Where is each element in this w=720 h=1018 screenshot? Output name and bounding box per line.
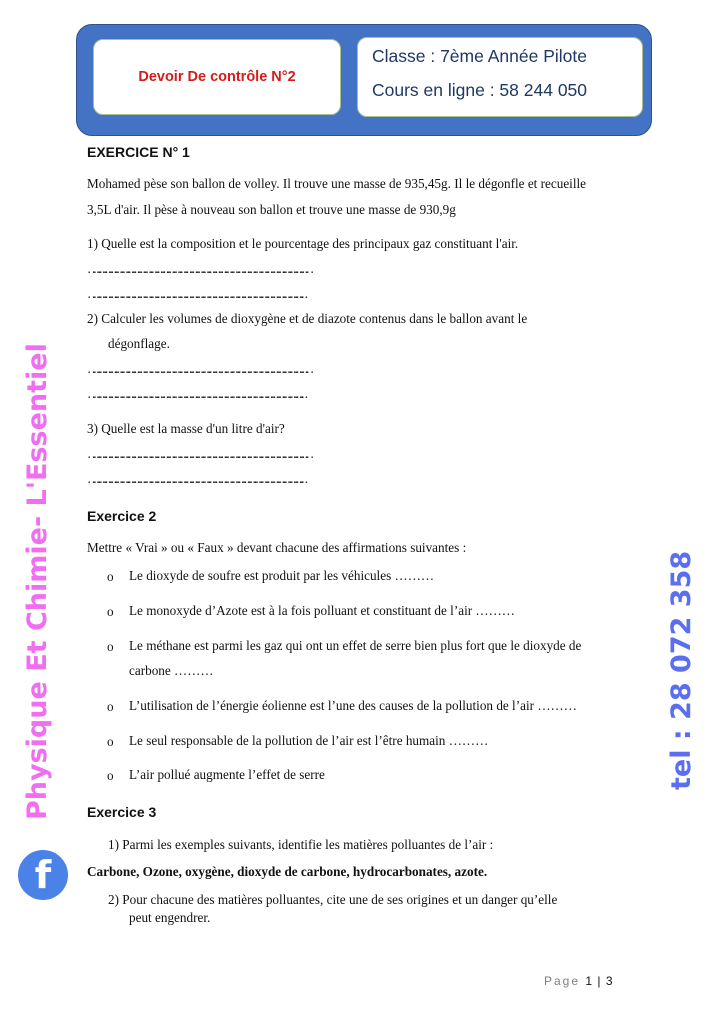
ex1-intro-line1: Mohamed pèse son ballon de volley. Il trouve une masse de 935,45g. Il le dégonfle et recueille	[87, 176, 587, 191]
bullet: o	[107, 734, 114, 749]
facebook-icon: f	[18, 850, 68, 900]
pollutant-list: Carbone, Ozone, oxygène, dioxyde de carbone, hydrocarbonates, azote.	[87, 864, 488, 879]
statement-2: Le monoxyde d’Azote est à la fois polluant et constituant de l’air ………	[129, 603, 515, 618]
ex3-question-1: 1) Parmi les exemples suivants, identifie les matières polluantes de l’air :	[108, 837, 494, 852]
class-info-box	[357, 37, 643, 117]
answer-line[interactable]: ………………………………………………………………………………………………….	[87, 386, 298, 401]
ex1-intro-line2: 3,5L d'air. Il pèse à nouveau son ballon et trouve une masse de 930,9g	[87, 202, 456, 217]
header-banner	[76, 24, 652, 136]
watermark-phone: tel : 28 072 358	[666, 550, 697, 790]
ex1-question-3: 3) Quelle est la masse d'un litre d'air?	[87, 421, 285, 436]
ex1-question-1: 1) Quelle est la composition et le pourcentage des principaux gaz constituant l'air.	[87, 236, 519, 251]
ex3-question-2-cont: peut engendrer.	[129, 910, 211, 925]
statement-3: Le méthane est parmi les gaz qui ont un effet de serre bien plus fort que le dioxyde de	[129, 638, 582, 653]
bullet: o	[107, 699, 114, 714]
online-course-label: Cours en ligne : 58 244 050	[372, 80, 588, 100]
ex3-question-2: 2) Pour chacune des matières polluantes, cite une de ses origines et un danger qu’elle	[108, 892, 558, 907]
bullet: o	[107, 569, 114, 584]
exam-title: Devoir De contrôle N°2	[138, 69, 296, 85]
statement-5: Le seul responsable de la pollution de l’air est l’être humain ………	[129, 733, 489, 748]
page-separator: |	[597, 974, 601, 988]
class-label: Classe : 7ème Année Pilote	[372, 46, 587, 66]
ex1-question-2-cont: dégonflage.	[108, 336, 170, 351]
statement-3-cont: carbone ………	[129, 663, 214, 678]
answer-line[interactable]: ………………………………………………………………………………………………….	[87, 286, 298, 301]
answer-line[interactable]: ……………………………………………………………………………………………………	[87, 361, 307, 376]
bullet: o	[107, 639, 114, 654]
page-label: Page	[544, 974, 581, 988]
exam-title-box	[93, 39, 341, 115]
ex1-question-2: 2) Calculer les volumes de dioxygène et de diazote contenus dans le ballon avant le	[87, 311, 528, 326]
exercise-1-title: EXERCICE N° 1	[87, 144, 190, 160]
statement-6: L’air pollué augmente l’effet de serre	[129, 767, 325, 782]
exercise-2-title: Exercice 2	[87, 508, 157, 524]
bullet: o	[107, 604, 114, 619]
current-page: 1	[585, 974, 593, 988]
ex2-instructions: Mettre « Vrai » ou « Faux » devant chacune des affirmations suivantes :	[87, 540, 467, 555]
watermark-text: Physique Et Chimie- L'Essentiel	[22, 343, 53, 820]
page-number	[544, 974, 613, 988]
statement-4: L’utilisation de l’énergie éolienne est l’une des causes de la pollution de l’air ………	[129, 698, 577, 713]
bullet: o	[107, 768, 114, 783]
answer-line[interactable]: ……………………………………………………………………………………………………	[87, 261, 307, 276]
exercise-3-title: Exercice 3	[87, 804, 157, 820]
answer-line[interactable]: ………………………………………………………………………………………………….	[87, 471, 298, 486]
answer-line[interactable]: ……………………………………………………………………………………………………	[87, 446, 307, 461]
total-pages: 3	[605, 974, 613, 988]
statement-1: Le dioxyde de soufre est produit par les véhicules ………	[129, 568, 435, 583]
